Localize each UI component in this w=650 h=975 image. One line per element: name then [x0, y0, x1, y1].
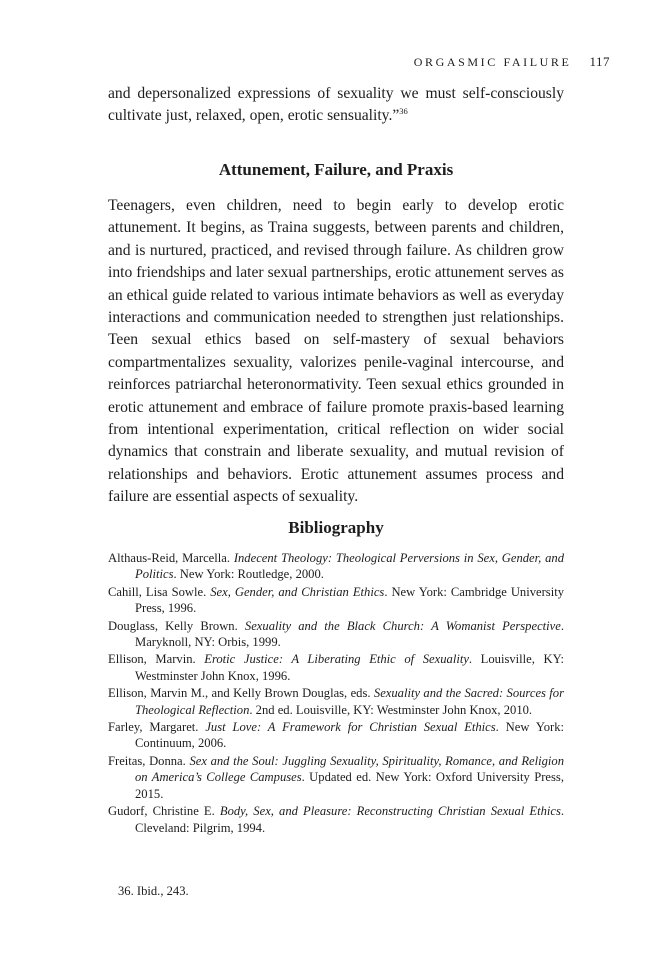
entry-author: Douglass, Kelly Brown.	[108, 618, 245, 633]
entry-publication: . 2nd ed. Louisville, KY: Westminster John Knox, 2010.	[249, 702, 533, 717]
entry-title: Sexuality and the Black Church: A Womanist Perspective	[244, 618, 561, 633]
entry-title: Just Love: A Framework for Christian Sexual Ethics	[205, 720, 496, 735]
bibliography-entry	[108, 550, 564, 583]
entry-author: Freitas, Donna.	[108, 753, 190, 768]
entry-author: Farley, Margaret.	[108, 720, 206, 735]
section-body-block	[108, 195, 564, 509]
bibliography-entry	[108, 803, 564, 836]
bibliography-entry	[108, 651, 564, 684]
note-reference: 36	[399, 106, 408, 117]
bibliography-entry	[108, 618, 564, 651]
entry-author: Ellison, Marvin.	[108, 652, 205, 667]
entry-publication: . Maryknoll, NY: Orbis, 1999.	[135, 618, 564, 650]
bibliography-entry	[108, 584, 564, 617]
entry-title: Sexuality and the Sacred: Sources for Theological Reflection	[135, 686, 565, 717]
entry-title: Indecent Theology: Theological Perversions in Sex, Gender, and Politics	[135, 551, 564, 582]
entry-title: Sex and the Soul: Juggling Sexuality, Spirituality, Romance, and Religion on America’s College Campuses	[135, 753, 564, 785]
section-paragraph: Teenagers, even children, need to begin early to develop erotic attunement. It begins, as Traina suggests, between parents and children, and is nurtured, practiced, and revised through failure. As children grow into friendships and later sexual partnerships, erotic attunement serves as an ethical guide related to various intimate behaviors as well as everyday interactions and communication needed to strengthen just relationships. Teen sexual ethics based on self-mastery of sexual behaviors compartmentalizes sexuality, valorizes penile-vaginal intercourse, and reinforces patriarchal heteronormativity. Teen sexual ethics grounded in erotic attunement and embrace of failure promote praxis-based learning from intentional experimentation, critical reflection on wider social dynamics that constrain and liberate sexuality, and mutual revision of relationships and behaviors. Erotic attunement assumes process and failure are essential aspects of sexuality.	[108, 197, 564, 506]
bibliography-entry	[108, 753, 564, 802]
entry-author: Ellison, Marvin M., and Kelly Brown Douglas, eds.	[108, 686, 374, 701]
entry-publication: . New York: Routledge, 2000.	[173, 567, 324, 582]
running-head	[414, 54, 610, 70]
opening-text: and depersonalized expressions of sexuality we must self-consciously cultivate just, relaxed, open, erotic sensuality.”	[108, 85, 564, 125]
entry-publication: . Cleveland: Pilgrim, 1994.	[135, 804, 565, 835]
entry-title: Body, Sex, and Pleasure: Reconstructing Christian Sexual Ethics	[219, 804, 561, 819]
entry-publication: . Louisville, KY: Westminster John Knox, 1996.	[135, 652, 565, 683]
entry-title: Erotic Justice: A Liberating Ethic of Sexuality	[204, 652, 469, 667]
section-heading: Attunement, Failure, and Praxis	[218, 160, 454, 179]
entry-title: Sex, Gender, and Christian Ethics	[210, 584, 385, 599]
opening-paragraph-block	[108, 83, 564, 128]
entry-author: Gudorf, Christine E.	[108, 804, 220, 819]
footnote: 36. Ibid., 243.	[118, 884, 189, 898]
entry-author: Althaus-Reid, Marcella.	[108, 551, 234, 565]
page-number: 117	[589, 54, 610, 69]
entry-publication: . New York: Continuum, 2006.	[135, 720, 564, 751]
opening-paragraph	[108, 83, 564, 128]
bibliography-entry	[108, 685, 564, 718]
bibliography-heading: Bibliography	[288, 518, 384, 537]
bibliography-entry	[108, 719, 564, 752]
entry-author: Cahill, Lisa Sowle.	[108, 584, 211, 599]
entry-publication: . New York: Cambridge University Press, 1996.	[135, 584, 564, 616]
bibliography-list	[108, 550, 564, 837]
running-head-title: ORGASMIC FAILURE	[413, 55, 572, 69]
entry-publication: . Updated ed. New York: Oxford University Press, 2015.	[135, 770, 564, 801]
